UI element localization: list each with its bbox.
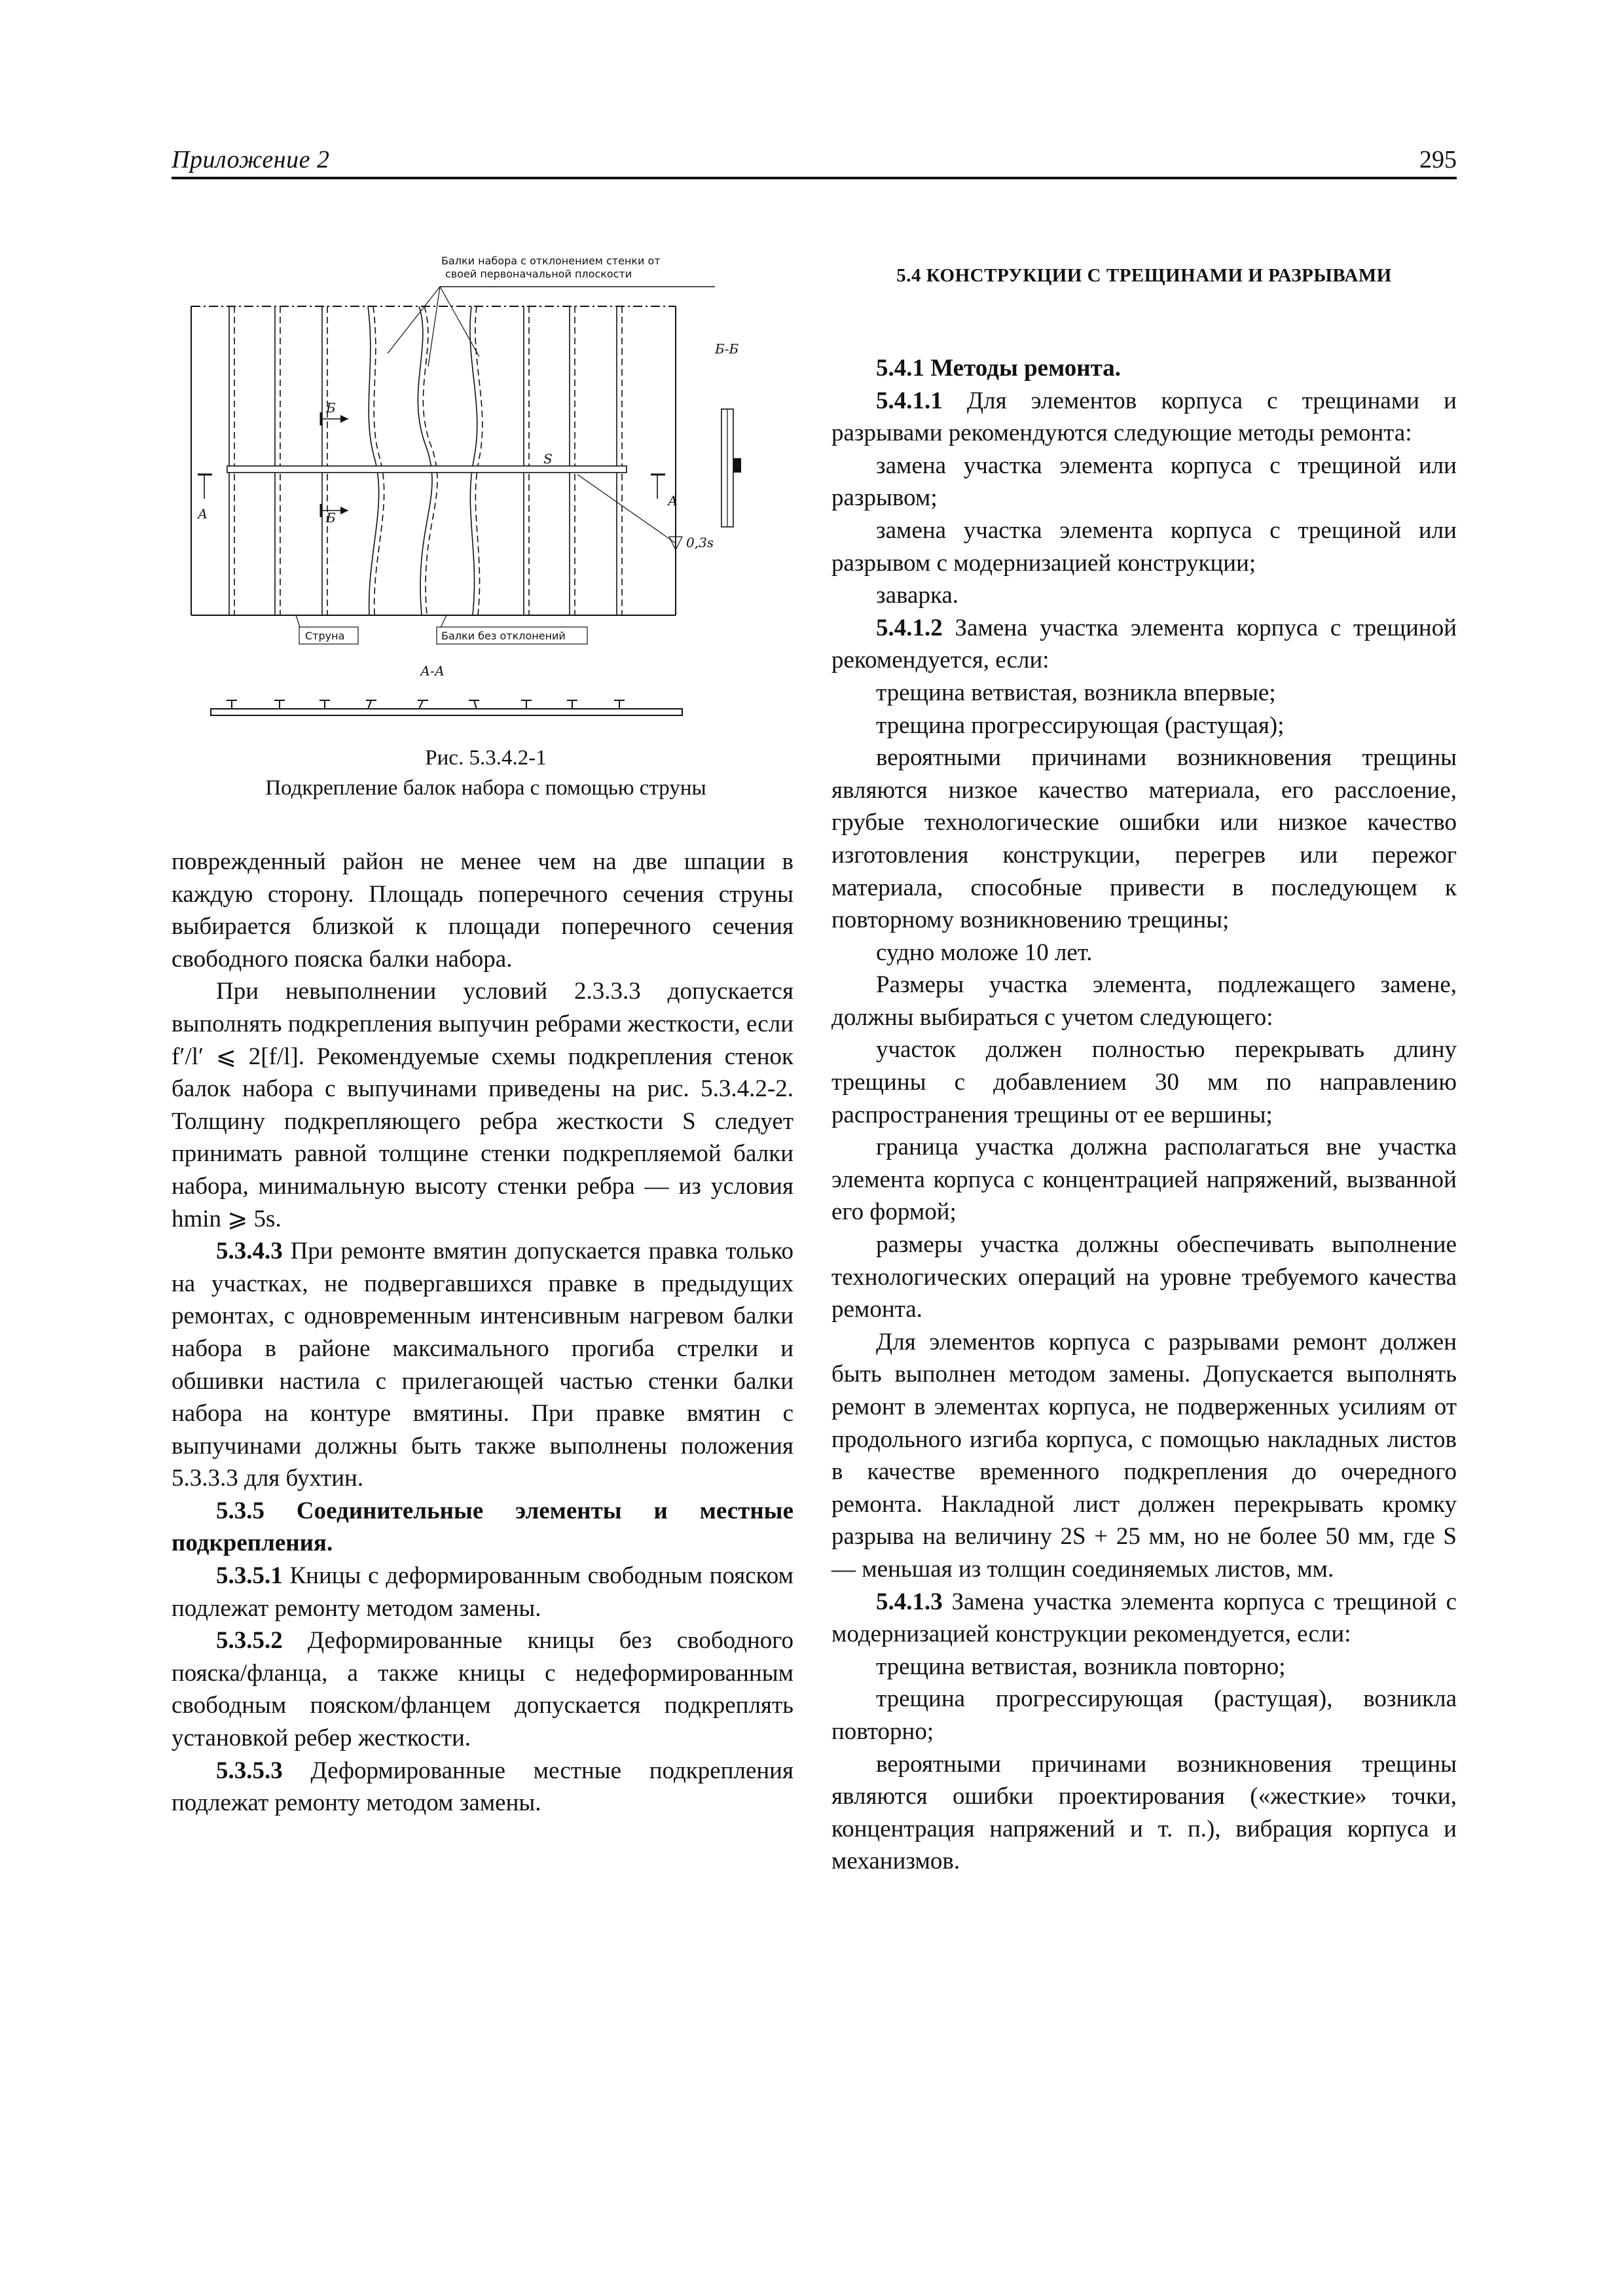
clause-number: 5.4.1.3 (876, 1588, 943, 1615)
clause-number: 5.3.5.2 (216, 1627, 283, 1655)
running-header: Приложение 2 (172, 146, 330, 173)
figure-label-b-bottom: Б (326, 510, 336, 526)
figure-label-deviated-beams-2: своей первоначальной плоскости (445, 268, 632, 280)
page-number: 295 (1419, 146, 1457, 173)
figure-label-a-left: А (198, 506, 208, 522)
paragraph-text: Деформированные местные подкрепления подлежат ремонту методом замены. (172, 1757, 793, 1817)
figure-label-03s: 0,3s (686, 535, 714, 550)
list-item: трещина ветвистая, возникла повторно; (876, 1653, 1286, 1680)
clause-number: 5.4.1.2 (876, 614, 943, 641)
heading-535 (172, 1495, 793, 1560)
paragraph-text: При ремонте вмятин допускается правка только на участках, не подвергавшихся правке в предыдущих ремонтах, с одновременным интенсивным нагревом балки набора в районе максимального прогиба стрелки и обшивки настила с прилегающей частью стенки балки набора на контуре вмятины. При правке вмятин с выпучинами должны быть также выполнены положения 5.3.3.3 для бухтин. (172, 1238, 793, 1492)
clause-number: 5.3.5.3 (216, 1757, 283, 1784)
paragraph-5412 (831, 612, 1457, 677)
list-item: вероятными причинами возникновения трещины являются низкое качество материала, его расслоение, грубые технологические ошибки или низкое качество изготовления конструкции, перегрев или пережог материала, способные привести в последующем к повторному возникновению трещины; (831, 744, 1457, 934)
left-column (172, 846, 793, 1820)
paragraph-5353 (172, 1755, 793, 1820)
heading-text: 5.4.1 Методы ремонта. (876, 355, 1121, 382)
paragraph: Для элементов корпуса с разрывами ремонт должен быть выполнен методом замены. Допускается выполнять ремонт в элементах корпуса, не подверженных усилиям от продольного изгиба корпуса, с помощью накладных листов в качестве временного подкрепления до очередного ремонта. Накладной лист должен перекрывать кромку разрыва на величину 2S + 25 мм, но не более 50 мм, где S — меньшая из толщин соединяемых листов, мм. (831, 1328, 1457, 1583)
figure-label-aa: А-А (420, 663, 445, 679)
header-rule (172, 177, 1457, 179)
list-item: судно моложе 10 лет. (876, 939, 1093, 966)
paragraph-text: Кницы с деформированным свободным пояском подлежат ремонту методом замены. (172, 1562, 793, 1622)
list-item: трещина прогрессирующая (растущая); (876, 711, 1285, 739)
clause-number: 5.4.1.1 (876, 387, 943, 414)
clause-number: 5.3.4.3 (216, 1238, 283, 1265)
heading-text: 5.3.5 Соединительные элементы и местные подкрепления. (172, 1497, 793, 1557)
paragraph: Размеры участка элемента, подлежащего замене, должны выбираться с учетом следующего: (831, 971, 1457, 1031)
figure-label-s: S (543, 451, 553, 467)
list-item: замена участка элемента корпуса с трещиной или разрывом с модернизацией конструкции; (831, 516, 1457, 577)
paragraph: При невыполнении условий 2.3.3.3 допускается выполнять подкрепления выпучин ребрами жесткости, если f′/l′ ⩽ 2[f/l]. Рекомендуемые схемы подкрепления стенок балок набора с выпучинами приведены на рис. 5.3.4.2-2. Толщину подкрепляющего ребра жесткости S следует принимать равной толщине стенки подкрепляемой балки набора, минимальную высоту стенки ребра — из условия hmin ⩾ 5s. (172, 978, 793, 1232)
list-item: заварка. (876, 582, 959, 609)
list-item: размеры участка должны обеспечивать выполнение технологических операций на уровне требуемого качества ремонта. (831, 1231, 1457, 1323)
paragraph-5413 (831, 1586, 1457, 1651)
figure-stiffener-diagram (172, 249, 800, 746)
figure-label-bb: Б-Б (715, 341, 739, 357)
list-item: вероятными причинами возникновения трещины являются ошибки проектирования («жесткие» точки, концентрация напряжений и т. п.), вибрация корпуса и механизмов. (831, 1750, 1457, 1875)
list-item: граница участка должна располагаться вне участка элемента корпуса с концентрацией напряжений, вызванной его формой; (831, 1134, 1457, 1226)
list-item: трещина прогрессирующая (растущая), возникла повторно; (831, 1685, 1457, 1745)
figure-caption-number: Рис. 5.3.4.2-1 (425, 746, 547, 770)
paragraph-5352 (172, 1624, 793, 1754)
paragraph-5411 (831, 385, 1457, 450)
figure-label-string: Струна (305, 630, 345, 642)
paragraph-text: Для элементов корпуса с трещинами и разрывами рекомендуются следующие методы ремонта: (831, 387, 1457, 447)
paragraph-text: Замена участка элемента корпуса с трещиной рекомендуется, если: (831, 614, 1457, 674)
heading-541 (831, 352, 1457, 385)
figure-label-no-deviation: Балки без отклонений (441, 630, 566, 642)
paragraph-text: Деформированные кницы без свободного пояска/фланца, а также кницы с недеформированным свободным пояском/фланцем допускается подкреплять установкой ребер жесткости. (172, 1627, 793, 1752)
paragraph: поврежденный район не менее чем на две шпации в каждую сторону. Площадь поперечного сечения струны выбирается близкой к площади поперечного сечения свободного пояска балки набора. (172, 848, 793, 973)
section-title: 5.4 КОНСТРУКЦИИ С ТРЕЩИНАМИ И РАЗРЫВАМИ (896, 265, 1392, 286)
list-item: замена участка элемента корпуса с трещиной или разрывом; (831, 452, 1457, 512)
paragraph-text: Замена участка элемента корпуса с трещиной с модернизацией конструкции рекомендуется, если: (831, 1588, 1457, 1648)
list-item: трещина ветвистая, возникла впервые; (876, 679, 1276, 706)
paragraph-5351 (172, 1560, 793, 1624)
figure-label-a-right: А (668, 493, 678, 509)
right-column (831, 352, 1457, 1878)
list-item: участок должен полностью перекрывать длину трещины с добавлением 30 мм по направлению распространения трещины от ее вершины; (831, 1036, 1457, 1128)
figure-label-deviated-beams: Балки набора с отклонением стенки от (441, 255, 661, 267)
figure-caption-title: Подкрепление балок набора с помощью струны (265, 776, 706, 800)
paragraph-5343 (172, 1235, 793, 1495)
figure-label-b-top: Б (326, 400, 336, 416)
clause-number: 5.3.5.1 (216, 1562, 283, 1590)
